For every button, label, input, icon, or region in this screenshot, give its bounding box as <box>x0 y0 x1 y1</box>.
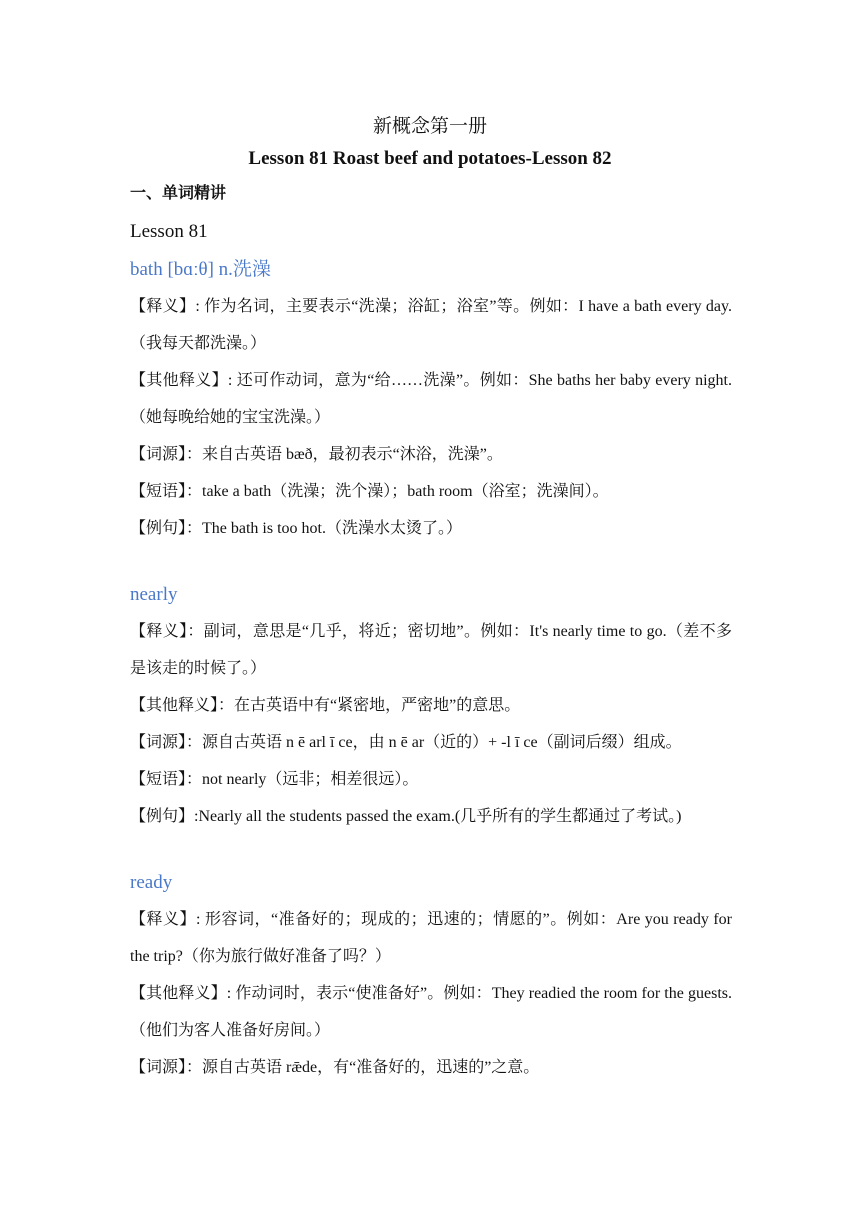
entry-nearly <box>130 577 732 835</box>
entry-bath <box>130 252 732 547</box>
entry-ready <box>130 865 732 1086</box>
document-content <box>130 112 732 1086</box>
word-heading-bath: bath [bɑːθ] n.洗澡 <box>130 259 271 280</box>
lesson-heading: Lesson 81 <box>130 221 208 242</box>
section-heading: 一、单词精讲 <box>130 185 227 202</box>
document-title: 新概念第一册 <box>372 116 487 137</box>
entry-line: 【其他释义】: 作动词时，表示“使准备好”。例如：They readied the room for the guests.（他们为客人准备好房间。） <box>130 985 732 1039</box>
entry-line: 【词源】：源自古英语 rǣde，有“准备好的，迅速的”之意。 <box>130 1059 540 1076</box>
entry-line: 【释义】: 作为名词，主要表示“洗澡；浴缸；浴室”等。例如：I have a bath every day.（我每天都洗澡。） <box>130 298 732 352</box>
entry-line: 【词源】：源自古英语 n ē arl ī ce，由 n ē ar（近的）+ -l ī ce（副词后缀）组成。 <box>130 734 682 751</box>
word-heading-nearly: nearly <box>130 584 178 605</box>
entry-line: 【短语】：take a bath（洗澡；洗个澡）；bath room（浴室；洗澡间）。 <box>130 483 609 500</box>
entry-line: 【其他释义】: 还可作动词，意为“给……洗澡”。例如：She baths her baby every night.（她每晚给她的宝宝洗澡。） <box>130 372 732 426</box>
entry-line: 【例句】：The bath is too hot.（洗澡水太烫了。） <box>130 520 462 537</box>
entry-line: 【其他释义】：在古英语中有“紧密地，严密地”的意思。 <box>130 697 521 714</box>
document-subtitle: Lesson 81 Roast beef and potatoes-Lesson 82 <box>248 148 612 169</box>
entry-line: 【释义】：副词，意思是“几乎，将近；密切地”。例如：It's nearly time to go.（差不多是该走的时候了。） <box>130 623 732 677</box>
entry-line: 【例句】:Nearly all the students passed the exam.(几乎所有的学生都通过了考试。) <box>130 808 682 825</box>
word-heading-ready: ready <box>130 872 173 893</box>
entry-line: 【释义】: 形容词，“准备好的；现成的；迅速的；情愿的”。例如：Are you ready for the trip?（你为旅行做好准备了吗？） <box>130 911 732 965</box>
entry-line: 【词源】：来自古英语 bæð，最初表示“沐浴，洗澡”。 <box>130 446 503 463</box>
entry-line: 【短语】：not nearly（远非；相差很远）。 <box>130 771 419 788</box>
